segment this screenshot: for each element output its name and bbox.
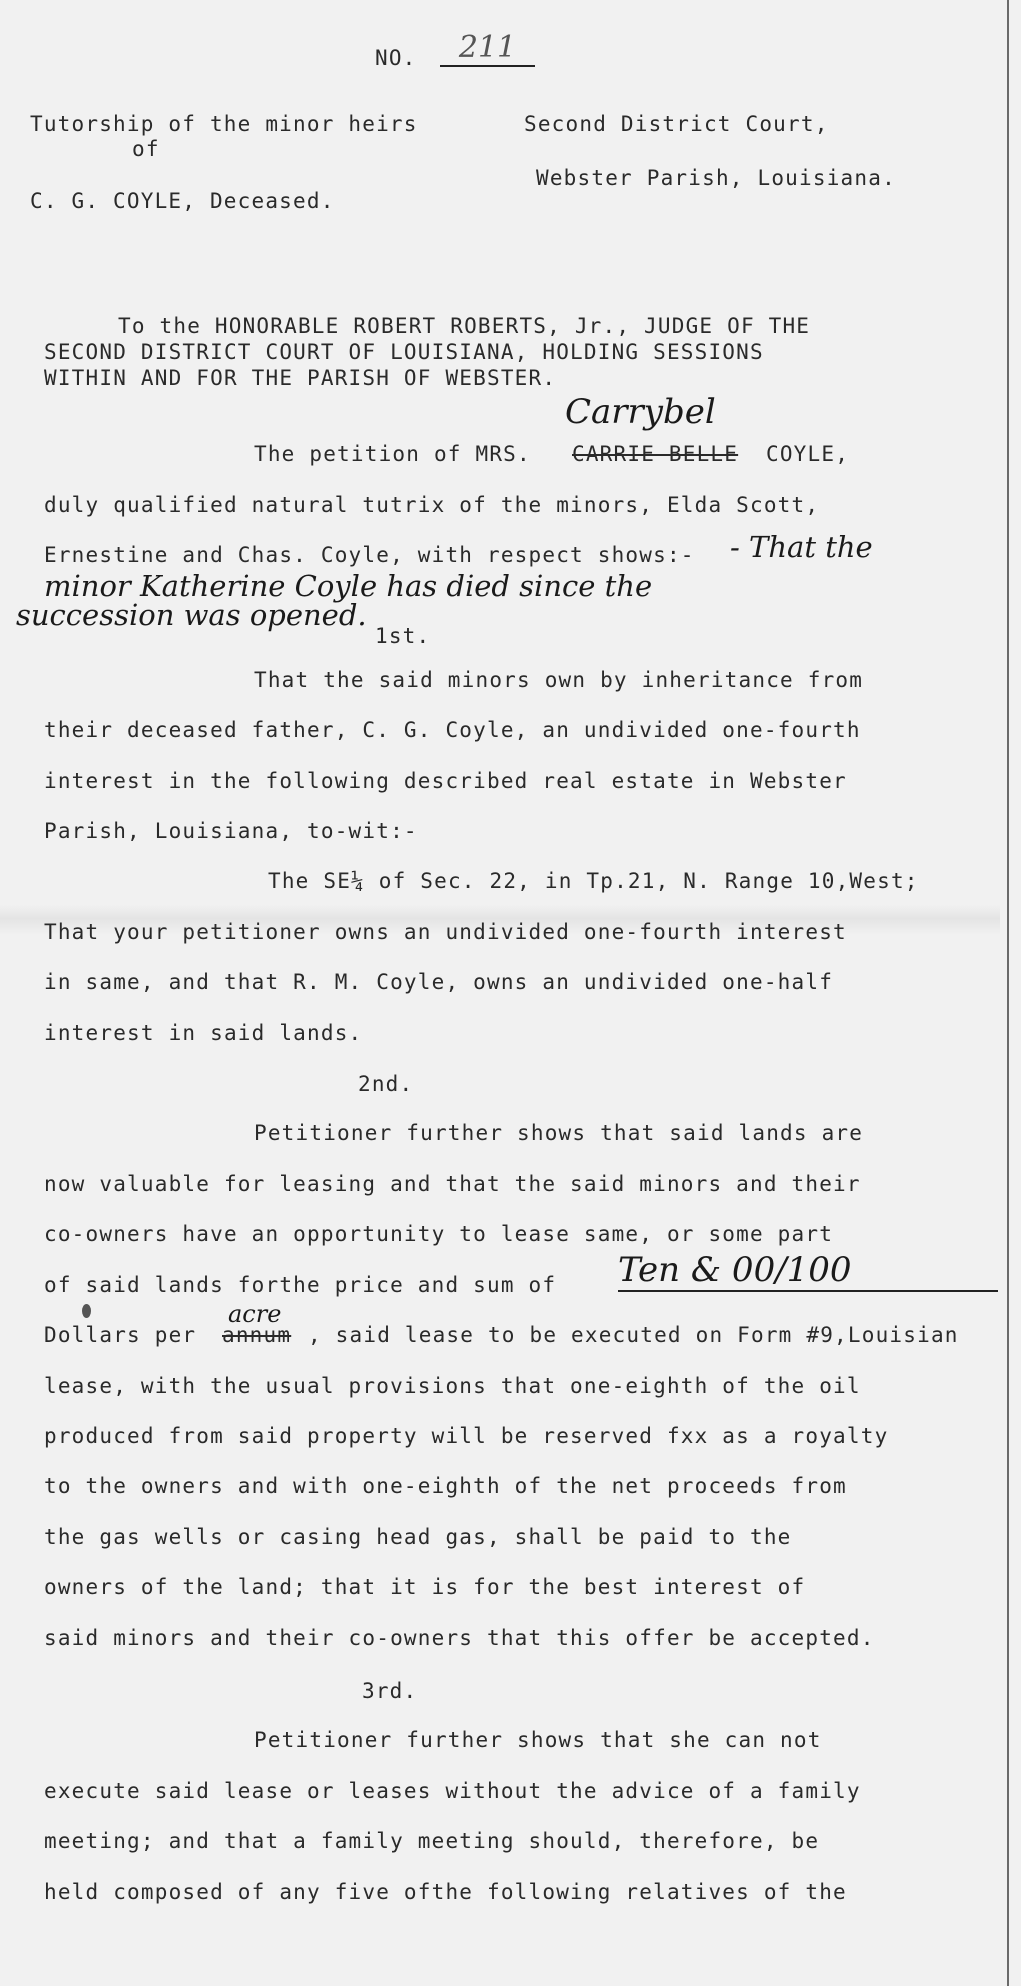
section1-line: Parish, Louisiana, to-wit:- [44, 819, 418, 843]
section2-line: produced from said property will be reserved fxx as a royalty [44, 1424, 889, 1448]
intro-line2: duly qualified natural tutrix of the minors, Elda Scott, [44, 493, 820, 517]
section3-line: execute said lease or leases without the advice of a family [44, 1779, 861, 1803]
number-label: NO. [375, 46, 417, 70]
section2-line: Petitioner further shows that said lands are [254, 1121, 864, 1145]
section3-line: held composed of any five ofthe following relatives of the [44, 1880, 847, 1904]
intro-line3: Ernestine and Chas. Coyle, with respect shows:- [44, 543, 695, 567]
caption-right-line2: Webster Parish, Louisiana. [536, 166, 896, 190]
address-line2: SECOND DISTRICT COURT OF LOUISIANA, HOLDING SESSIONS [44, 340, 764, 364]
struck-name: CARRIE BELLE [572, 442, 739, 466]
section1-line: interest in the following described real estate in Webster [44, 769, 847, 793]
section1-property-line: The SE¼ of Sec. 22, in Tp.21, N. Range 10,West; [268, 869, 919, 893]
intro-prefix: The petition of MRS. [254, 442, 531, 466]
section2-line: of said lands forthe price and sum of [44, 1273, 557, 1297]
handwritten-acre: acre [228, 1300, 282, 1328]
section1-line: in same, and that R. M. Coyle, owns an undivided one-half [44, 970, 834, 994]
section2-line: to the owners and with one-eighth of the net proceeds from [44, 1474, 847, 1498]
dollars-per-suffix: , said lease to be executed on Form #9,Louisian [308, 1323, 959, 1347]
section3-line: Petitioner further shows that she can not [254, 1728, 822, 1752]
hand-note-3: succession was opened. [16, 598, 367, 632]
section2-line: lease, with the usual provisions that one-eighth of the oil [44, 1374, 861, 1398]
right-margin-rule [1007, 0, 1009, 1986]
section2-line: now valuable for leasing and that the said minors and their [44, 1172, 861, 1196]
section2-line: the gas wells or casing head gas, shall be paid to the [44, 1525, 792, 1549]
section1-line: their deceased father, C. G. Coyle, an undivided one-fourth [44, 718, 861, 742]
handwritten-name: Carrybel [565, 392, 716, 432]
section3-heading: 3rd. [362, 1679, 418, 1703]
section1-line: interest in said lands. [44, 1021, 363, 1045]
section2-line: owners of the land; that it is for the best interest of [44, 1575, 806, 1599]
section2-line: said minors and their co-owners that this offer be accepted. [44, 1626, 875, 1650]
address-line1: To the HONORABLE ROBERT ROBERTS, Jr., JUDGE OF THE [118, 314, 811, 338]
intro-suffix: COYLE, [766, 442, 850, 466]
section2-line: co-owners have an opportunity to lease same, or some part [44, 1222, 834, 1246]
hand-note-2: minor Katherine Coyle has died since the [44, 569, 653, 603]
caption-left-line1: Tutorship of the minor heirs [30, 112, 418, 136]
section1-line: That your petitioner owns an undivided one-fourth interest [44, 920, 847, 944]
dollars-per-prefix: Dollars per [44, 1323, 197, 1347]
handwritten-amount: Ten & 00/100 [618, 1250, 998, 1292]
caption-right-line1: Second District Court, [524, 112, 829, 136]
caption-left-line3: C. G. COYLE, Deceased. [30, 189, 335, 213]
docket-number: 211 [440, 30, 535, 67]
hand-note-1: - That the [730, 530, 873, 564]
section2-heading: 2nd. [358, 1072, 414, 1096]
struck-annum: annum [222, 1323, 292, 1347]
section1-heading: 1st. [375, 624, 431, 648]
section3-line: meeting; and that a family meeting should, therefore, be [44, 1829, 820, 1853]
address-line3: WITHIN AND FOR THE PARISH OF WEBSTER. [44, 366, 557, 390]
ink-blot [82, 1304, 91, 1318]
caption-left-line2: of [132, 137, 160, 161]
section1-line: That the said minors own by inheritance from [254, 668, 864, 692]
